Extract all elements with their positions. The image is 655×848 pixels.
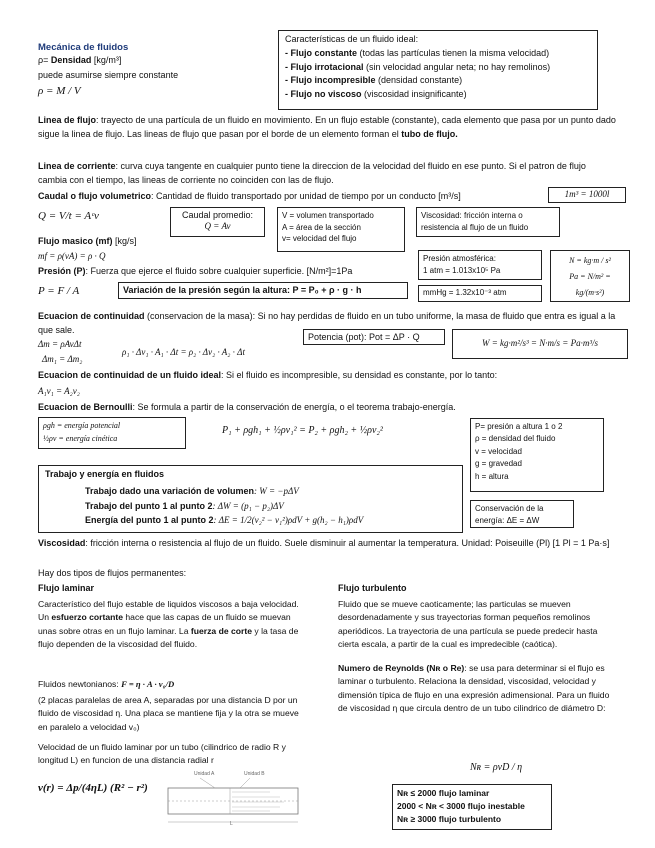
reynolds-formula: Nʀ = ρvD / η xyxy=(470,762,523,773)
volumetric-text: : Cantidad de fluido transportado por unidad de tiempo por un conducto [m³/s] xyxy=(151,191,461,201)
ideal-fluid-item xyxy=(285,88,591,102)
page-title: Mecánica de fluidos xyxy=(38,42,129,53)
density-formula: ρ = M / V xyxy=(38,85,81,97)
continuity-ideal-text: : Si el fluido es incompresible, su densidad es constante, por lo tanto: xyxy=(221,370,498,380)
newtonian-label: Fluidos newtonianos: xyxy=(38,679,122,689)
work-title: Trabajo y energía en fluidos xyxy=(45,469,165,479)
laminar-velocity-formula: v(r) = Δp/(4ηL) (R² − r²) xyxy=(38,782,148,794)
atm-box xyxy=(418,250,542,280)
newton-unit: N = kg·m / s² xyxy=(569,256,611,265)
reynolds-range: Nʀ ≤ 2000 flujo laminar xyxy=(397,788,490,798)
atm-value: 1 atm = 1.013x10⁵ Pa xyxy=(423,266,501,275)
reynolds-paragraph xyxy=(338,662,620,715)
ideal-fluid-box xyxy=(278,30,598,110)
work-line-label: Energía del punto 1 al punto 2 xyxy=(85,515,214,526)
volumetric-paragraph xyxy=(38,191,538,202)
work-energy-box xyxy=(38,465,463,533)
laminar-paragraph-1 xyxy=(38,598,310,651)
work-line-formula: : ΔW = (p₁ − p₂)ΔV xyxy=(212,500,284,511)
ideal-item-desc: (viscosidad insignificante) xyxy=(361,88,467,99)
laminar-text: hace que las capas de un fluido se muevan unas sobre otras en un flujo laminar. La xyxy=(38,612,291,636)
stream-line-paragraph xyxy=(38,160,616,187)
conversion-box: 1m³ = 1000l xyxy=(548,187,626,203)
ideal-item-label: - Flujo incompresible xyxy=(285,75,376,86)
mass-flow-unit: [kg/s] xyxy=(112,236,137,246)
legend-item: ρ = densidad del fluido xyxy=(475,434,556,444)
ideal-fluid-list xyxy=(285,47,591,101)
volumetric-formula: Q = V/t = Aᶜv xyxy=(38,210,99,222)
laminar-text: Característico del flujo estable de liquidos viscosos a baja velocidad. Un xyxy=(38,599,299,623)
flow-line-paragraph xyxy=(38,114,616,141)
bernoulli-formula: P₁ + ρgh₁ + ½ρv₁² = P₂ + ρgh₂ + ½ρv₂² xyxy=(222,425,383,436)
ideal-item-desc: (sin velocidad angular neta; no hay remolinos) xyxy=(363,61,551,72)
flow-types-line: Hay dos tipos de flujos permanentes: xyxy=(38,568,187,578)
continuity-formula-1: Δm = ρAvΔt xyxy=(38,339,82,349)
density-symbol: ρ= xyxy=(38,55,51,65)
laminar-bold-shear: esfuerzo cortante xyxy=(51,612,124,623)
pascal-unit: Pa = N/m² = kg/(m·s²) xyxy=(569,272,611,297)
conservation-box: Conservación de la energía: ΔE = ΔW xyxy=(470,500,574,528)
pressure-paragraph xyxy=(38,266,418,277)
turbulent-paragraph-1: Fluido que se mueve caoticamente; las particulas se mueven desordenadamente y sus trayectorias forman pequeños remolinos aperiódicos. La trayectoria de una partícula se puede predecir hasta cierta escala, a partir de la cual es impredecible (caótica). xyxy=(338,599,598,649)
legend-item: P= presión a altura 1 o 2 xyxy=(475,422,563,431)
energy-box xyxy=(38,417,186,449)
bernoulli-text: : Se formula a partir de la conservación de energía, o el teorema trabajo-energía. xyxy=(132,402,456,412)
mmhg-box: mmHg = 1.32x10⁻³ atm xyxy=(418,285,542,302)
bernoulli-label: Ecuacion de Bernoulli xyxy=(38,402,133,412)
legend-item: V = volumen transportado xyxy=(282,211,374,220)
viscosity-def-box: Viscosidad: fricción interna o resistencia al flujo de un fluido xyxy=(416,207,560,237)
continuity-formula-3: ρ₁ · Δv₁ · A₁ · Δt = ρ₂ · Δv₂ · A₂ · Δt xyxy=(122,347,245,357)
mass-flow-line xyxy=(38,236,137,247)
ideal-fluid-item xyxy=(285,47,591,61)
ideal-item-label: - Flujo no viscoso xyxy=(285,88,362,99)
reynolds-range: 2000 < Nʀ < 3000 flujo inestable xyxy=(397,800,525,811)
ideal-item-label: - Flujo irrotacional xyxy=(285,61,364,72)
work-line xyxy=(85,499,456,513)
caudal-box xyxy=(170,207,265,237)
laminar-paragraph-3: Velocidad de un fluido laminar por un tubo (cilindrico de radio R y longitud L) en funcion de una distancia radial r xyxy=(38,742,286,766)
density-note: puede asumirse siempre constante xyxy=(38,70,179,80)
ideal-item-desc: (densidad constante) xyxy=(375,75,463,86)
pressure-label: Presión (P) xyxy=(38,266,86,276)
reynolds-label: Numero de Reynolds (Nʀ o Re) xyxy=(338,663,465,673)
work-lines xyxy=(85,484,456,527)
tube-diagram xyxy=(160,772,310,830)
ideal-fluid-heading: Características de un fluido ideal: xyxy=(285,34,419,44)
flow-tube-label: tubo de flujo. xyxy=(401,128,458,139)
caudal-box-title: Caudal promedio: xyxy=(181,210,254,220)
pressure-height-box: Variación de la presión según la altura: P = P₀ + ρ · g · h xyxy=(118,282,408,299)
viscosity-label: Viscosidad xyxy=(38,538,86,548)
legend-item: g = gravedad xyxy=(475,459,522,469)
energy-potential: ρgh = energía potencial xyxy=(43,421,121,430)
continuity-ideal-formula: A₁v₁ = A₂v₂ xyxy=(38,386,80,396)
units-box xyxy=(550,250,630,302)
diagram-label-b: Unidad B xyxy=(244,771,265,777)
bernoulli-paragraph xyxy=(38,402,628,413)
work-line-label: Trabajo del punto 1 al punto 2 xyxy=(85,500,213,511)
continuity-label: Ecuacion de continuidad xyxy=(38,311,145,321)
watt-box: W = kg·m²/s³ = N·m/s = Pa·m³/s xyxy=(452,329,628,359)
legend-item: v = velocidad xyxy=(475,446,522,456)
mass-flow-formula: mf = ρ(vA) = ρ · Q xyxy=(38,251,106,261)
stream-line-text: : curva cuya tangente en cualquier punto tiene la direccion de la velocidad del fluido en ese punto. Si el patron de flujo cambia con el tiempo, las lineas de corriente no coinciden con las de flujo. xyxy=(38,161,586,185)
volumetric-label: Caudal o flujo volumetrico xyxy=(38,191,152,201)
diagram-label-l: L xyxy=(230,821,233,827)
tube-diagram-svg xyxy=(160,772,310,830)
diagram-label-a: Unidad A xyxy=(194,771,215,777)
legend-item: v= velocidad del flujo xyxy=(282,234,357,244)
turbulent-title: Flujo turbulento xyxy=(338,583,407,593)
pressure-text: : Fuerza que ejerce el fluido sobre cualquier superficie. [N/m²]=1Pa xyxy=(85,266,353,276)
work-line-formula: : W = −pΔV xyxy=(254,486,299,497)
work-line-label: Trabajo dado una variación de volumen xyxy=(85,486,255,497)
newtonian-formula: F = η · A · v₀/D xyxy=(121,679,175,689)
laminar-bold-force: fuerza de corte xyxy=(190,625,253,636)
viscosity-paragraph xyxy=(38,537,628,551)
laminar-paragraph-2: (2 placas paralelas de area A, separadas por una distancia D por un fluido de viscosidad η. Una placa se mantiene fija y la otra se mueve en paralelo a velocidad v₀) xyxy=(38,695,299,732)
continuity-formula-2: Δm₁ = Δm₂ xyxy=(42,354,83,364)
laminar-title: Flujo laminar xyxy=(38,583,95,593)
density-label: Densidad xyxy=(50,55,92,65)
density-line xyxy=(38,55,121,66)
reynolds-range: Nʀ ≥ 3000 flujo turbulento xyxy=(397,813,502,824)
bernoulli-legend-box xyxy=(470,418,604,492)
volumetric-legend-box xyxy=(277,207,405,252)
laminar-text: y la tasa de flujo dependen de la viscosidad del fluido. xyxy=(38,625,299,649)
continuity-ideal-paragraph xyxy=(38,370,628,381)
work-line-formula: : ΔE = 1/2(v₂² − v₁²)ρdV + g(h₂ − h₁)ρdV xyxy=(213,515,364,526)
continuity-text: (conservacion de la masa): Si no hay perdidas de fluido en un tubo uniforme, la masa de fluido que entra es igual a la que sale. xyxy=(38,311,616,335)
work-line xyxy=(85,513,456,527)
stream-line-label: Linea de corriente xyxy=(38,161,116,171)
work-line xyxy=(85,484,456,498)
energy-kinetic: ½ρv = energía cinética xyxy=(43,433,118,443)
ideal-fluid-item xyxy=(285,74,591,88)
flow-line-label: Linea de flujo xyxy=(38,115,97,125)
reynolds-text: : se usa para determinar si el flujo es laminar o turbulento. Relaciona la densidad, viscosidad, velocidad y dimensión típica de flujo en una expresión adimensional. Para un fluido de viscosidad η que circula dentro de un tubo cilindrico de diámetro D: xyxy=(338,663,610,713)
atm-title: Presión atmosférica: xyxy=(423,254,496,263)
newtonian-line xyxy=(38,678,174,691)
continuity-ideal-label: Ecuacion de continuidad de un fluido ideal xyxy=(38,370,222,380)
ideal-fluid-item xyxy=(285,61,591,75)
legend-item: A = área de la sección xyxy=(282,222,361,232)
power-box: Potencia (pot): Pot = ΔP · Q xyxy=(303,329,445,345)
flow-line-text: : trayecto de una partícula de un fluido en movimiento. En un flujo estable (constante), cada elemento que pasa por un punto dado sigue la linea de flujo. Las lineas de flujo que pasan por el borde de un elemento forman el xyxy=(38,115,616,139)
mass-flow-label: Flujo masico (mf) xyxy=(38,236,113,246)
ideal-item-desc: (todas las partículas tienen la misma velocidad) xyxy=(357,48,550,59)
viscosity-text: : fricción interna o resistencia al flujo de un fluido. Suele disminuir al aumentar la temperatura. Unidad: Poiseuille (Pl) [1 Pl = 1 Pa·s] xyxy=(85,538,610,548)
density-unit: [kg/m³] xyxy=(93,55,122,65)
pressure-formula: P = F / A xyxy=(38,285,80,297)
ideal-item-label: - Flujo constante xyxy=(285,48,357,59)
caudal-box-formula: Q = Av xyxy=(204,221,231,232)
reynolds-ranges-box xyxy=(392,784,552,830)
legend-item: h = altura xyxy=(475,471,509,481)
